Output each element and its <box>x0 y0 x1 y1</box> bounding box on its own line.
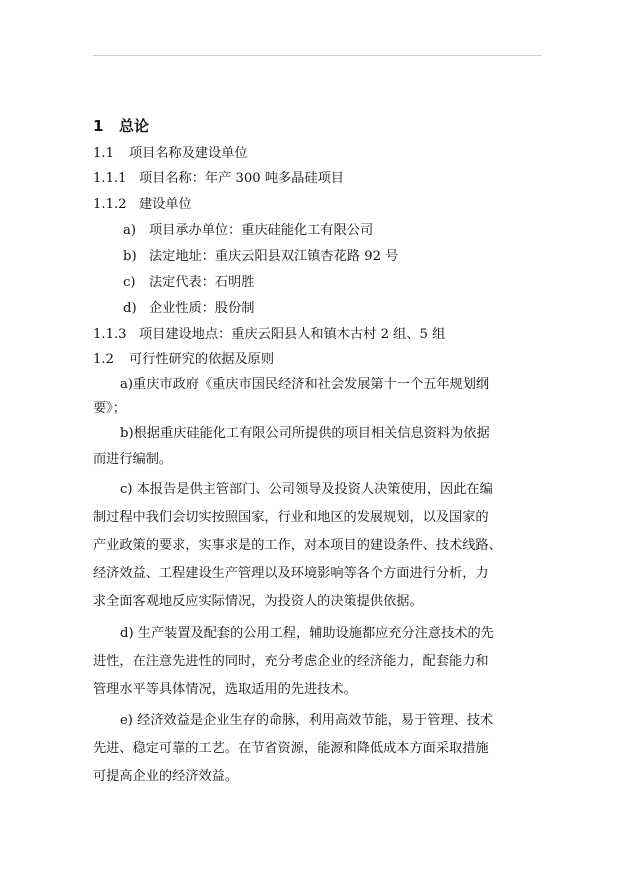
list-label: c) <box>123 275 136 290</box>
section-heading <box>93 117 149 135</box>
heading-1-2 <box>93 351 274 369</box>
heading-number: 1.1 <box>93 146 114 161</box>
heading-1-1-3 <box>93 326 445 344</box>
paragraph-b-line: b)根据重庆硅能化工有限公司所提供的项目相关信息资料为依据 <box>120 426 490 441</box>
heading-title: 项目名称及建设单位 <box>129 146 248 161</box>
list-item <box>123 248 398 266</box>
heading-number: 1.1.2 <box>93 197 127 212</box>
heading-1-1-1 <box>93 170 344 188</box>
list-text: 法定地址：重庆云阳县双江镇杏花路 92 号 <box>149 249 399 264</box>
list-item <box>123 222 373 240</box>
paragraph-e-line: 可提高企业的经济效益。 <box>93 769 239 784</box>
paragraph-c-line: 求全面客观地反应实际情况，为投资人的决策提供依据。 <box>93 594 423 609</box>
heading-number: 1.1.1 <box>93 171 127 186</box>
paragraph-d-line: d) 生产装置及配套的公用工程，辅助设施都应充分注意技术的先 <box>120 626 494 641</box>
list-text: 法定代表：石明胜 <box>149 275 255 290</box>
list-text: 项目承办单位：重庆硅能化工有限公司 <box>149 223 374 238</box>
heading-1-1 <box>93 145 248 163</box>
paragraph-e-line: 先进、稳定可靠的工艺。在节省资源，能源和降低成本方面采取措施 <box>93 741 489 756</box>
list-label: a) <box>123 223 137 238</box>
paragraph-d-line: 管理水平等具体情况，选取适用的先进技术。 <box>93 682 357 697</box>
paragraph-a-line: 要》； <box>93 401 126 416</box>
list-item <box>123 300 255 318</box>
heading-title: 建设单位 <box>139 197 192 212</box>
heading-title: 可行性研究的依据及原则 <box>129 352 275 367</box>
project-location: 项目建设地点：重庆云阳县人和镇木古村 2 组、5 组 <box>139 327 446 342</box>
paragraph-e-line: e) 经济效益是企业生存的命脉，利用高效节能，易于管理、技术 <box>120 713 494 728</box>
list-text: 企业性质：股份制 <box>149 301 255 316</box>
section-title: 总论 <box>119 117 150 135</box>
paragraph-c-line: c) 本报告是供主管部门、公司领导及投资人决策使用，因此在编 <box>120 482 493 497</box>
section-number: 1 <box>93 117 104 135</box>
project-name: 项目名称：年产 300 吨多晶硅项目 <box>139 171 344 186</box>
list-label: b) <box>123 249 137 264</box>
paragraph-c-line: 产业政策的要求，实事求是的工作，对本项目的建设条件、技术线路、 <box>93 538 502 553</box>
heading-number: 1.2 <box>93 352 114 367</box>
list-label: d) <box>123 301 137 316</box>
heading-number: 1.1.3 <box>93 327 127 342</box>
paragraph-a-line: a)重庆市政府《重庆市国民经济和社会发展第十一个五年规划纲 <box>120 377 490 392</box>
heading-1-1-2 <box>93 196 192 214</box>
paragraph-c-line: 经济效益、工程建设生产管理以及环境影响等各个方面进行分析，力 <box>93 566 489 581</box>
paragraph-d-line: 进性，在注意先进性的同时，充分考虑企业的经济能力，配套能力和 <box>93 654 489 669</box>
header-rule <box>93 55 542 56</box>
paragraph-b-line: 而进行编制。 <box>93 452 173 467</box>
paragraph-c-line: 制过程中我们会切实按照国家，行业和地区的发展规划，以及国家的 <box>93 510 489 525</box>
list-item <box>123 274 255 292</box>
